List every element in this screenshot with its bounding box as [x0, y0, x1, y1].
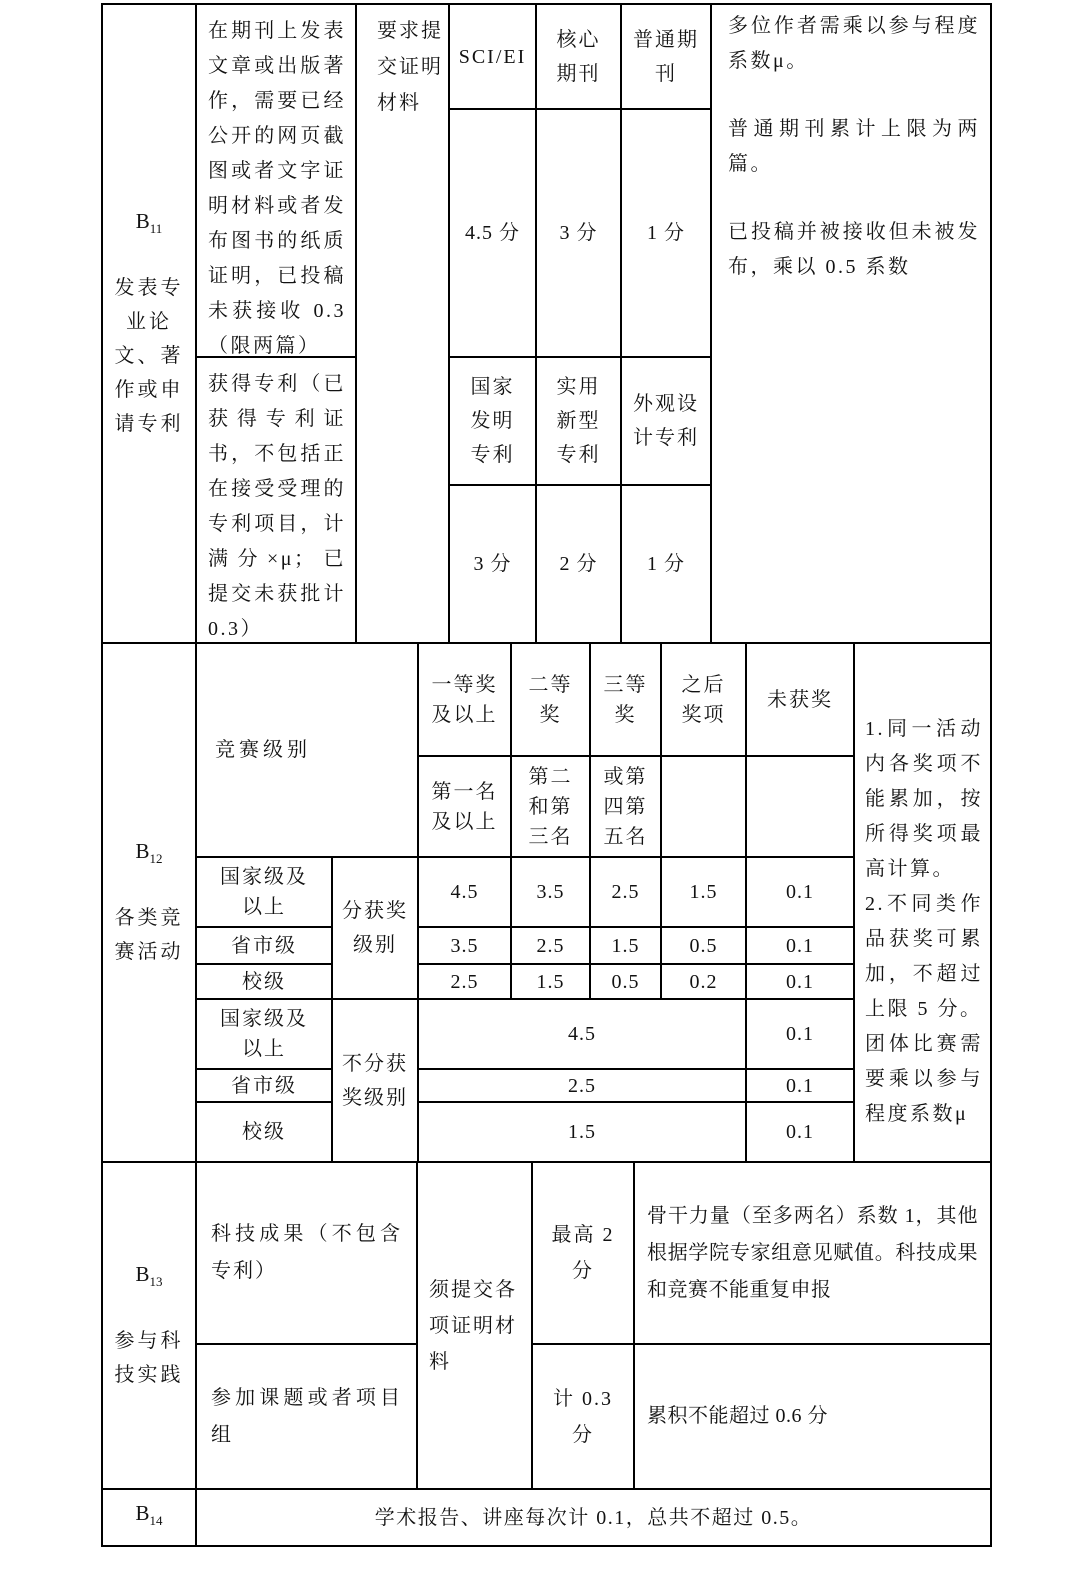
b13-id-cell [103, 1163, 197, 1490]
b11-note-ordinary-limit: 普通期刊累计上限为两篇。 [728, 118, 980, 175]
b13-requirement-cell [418, 1163, 533, 1490]
unranked-level-national-cell: 国家级及以上 [197, 1000, 333, 1070]
ranked-level-school-cell: 校级 [197, 965, 333, 1000]
b13-code-subscript: 13 [149, 1274, 163, 1290]
ranked-level-provincial-cell: 省市级 [197, 928, 333, 965]
b14-code-base: B [135, 1501, 150, 1526]
national-invention-patent-header-cell: 国家发明专利 [450, 358, 537, 486]
award-tier2-header-cell: 二等奖 [512, 644, 591, 757]
rank-first-header-cell: 第一名及以上 [419, 757, 512, 858]
b12-code [135, 836, 162, 874]
competition-level-header-cell: 竞赛级别 [197, 644, 419, 858]
b14-id-cell [103, 1490, 197, 1547]
b11-code-subscript: 11 [149, 221, 163, 237]
b12-note-different-works: 2.不同类作品获奖可累加，不超过上限 5 分。 [865, 892, 983, 1020]
b12-score-cell: 3.5 [419, 928, 512, 965]
b13-item-project-text: 参加课题或者项目组 [211, 1386, 402, 1446]
b13-item-achievement-text: 科技成果（不包含专利） [211, 1223, 402, 1282]
b11-code [136, 206, 163, 244]
sci-ei-score-cell: 4.5 分 [450, 110, 537, 358]
b14-note-cell: 学术报告、讲座每次计 0.1，总共不超过 0.5。 [197, 1490, 992, 1547]
ranked-group-label-cell: 分获奖级别 [333, 858, 419, 1000]
b13-item-project-cell [197, 1345, 418, 1490]
b12-notes-cell [855, 644, 992, 1163]
b13-achievement-score-text: 最高 2 分 [551, 1224, 615, 1282]
b12-score-cell: 3.5 [512, 858, 591, 928]
b14-code-subscript: 14 [149, 1513, 163, 1529]
b12-merged-score-cell: 1.5 [419, 1103, 747, 1163]
scoring-table [101, 3, 992, 1547]
b13-project-note-cell [635, 1345, 992, 1490]
design-patent-score-cell: 1 分 [622, 486, 712, 644]
b12-score-cell: 0.1 [747, 1000, 855, 1070]
b13-project-note-text: 累积不能超过 0.6 分 [647, 1405, 828, 1427]
b12-score-cell: 4.5 [419, 858, 512, 928]
b13-code [135, 1259, 162, 1297]
national-invention-patent-score-cell: 3 分 [450, 486, 537, 644]
b12-score-cell: 0.1 [747, 858, 855, 928]
b12-merged-score-cell: 2.5 [419, 1070, 747, 1103]
award-tier3-header-cell: 三等奖 [591, 644, 662, 757]
rank-fourth-fifth-header-cell: 或第四第五名 [591, 757, 662, 858]
utility-model-patent-header-cell: 实用新型专利 [537, 358, 622, 486]
no-award-empty-cell [747, 757, 855, 858]
b13-category-label: 参与科技实践 [114, 1329, 184, 1386]
core-journal-header-cell: 核心期刊 [537, 5, 622, 110]
b12-score-cell: 0.2 [662, 965, 747, 1000]
award-tier1-header-cell: 一等奖及以上 [419, 644, 512, 757]
rank-second-third-header-cell: 第二和第三名 [512, 757, 591, 858]
design-patent-header-cell: 外观设计专利 [622, 358, 712, 486]
b11-code-base: B [135, 209, 150, 234]
b11-id-cell [103, 5, 197, 644]
b12-score-cell: 1.5 [662, 858, 747, 928]
b13-project-score-cell [533, 1345, 635, 1490]
no-award-header-cell: 未获奖 [747, 644, 855, 757]
b12-score-cell: 0.1 [747, 1103, 855, 1163]
b12-score-cell: 2.5 [512, 928, 591, 965]
b12-code-base: B [135, 839, 150, 864]
b11-notes-cell [712, 5, 992, 644]
b12-score-cell: 0.5 [662, 928, 747, 965]
b12-score-cell: 2.5 [419, 965, 512, 1000]
b12-score-cell: 1.5 [512, 965, 591, 1000]
b12-category-label: 各类竞赛活动 [114, 906, 184, 963]
b12-score-cell: 2.5 [591, 858, 662, 928]
b12-score-cell: 0.1 [747, 1070, 855, 1103]
b12-score-cell: 0.1 [747, 965, 855, 1000]
b12-note-team: 团体比赛需要乘以参与程度系数μ [865, 1032, 983, 1125]
b11-requirement-cell: 要求提交证明材料 [357, 5, 450, 644]
core-journal-score-cell: 3 分 [537, 110, 622, 358]
b13-item-achievement-cell [197, 1163, 418, 1345]
sci-ei-header-cell: SCI/EI [450, 5, 537, 110]
b12-score-cell: 1.5 [591, 928, 662, 965]
b13-requirement-text: 须提交各项证明材料 [429, 1278, 517, 1373]
award-later-empty-cell [662, 757, 747, 858]
b11-note-accepted: 已投稿并被接收但未被发布，乘以 0.5 系数 [728, 221, 980, 278]
unranked-group-label-cell: 不分获奖级别 [333, 1000, 419, 1163]
award-later-header-cell: 之后奖项 [662, 644, 747, 757]
ranked-level-national-cell: 国家级及以上 [197, 858, 333, 928]
ordinary-journal-score-cell: 1 分 [622, 110, 712, 358]
b11-note-authors: 多位作者需乘以参与程度系数μ。 [728, 15, 980, 72]
b13-achievement-note-text: 骨干力量（至多两名）系数 1，其他根据学院专家组意见赋值。科技成果和竞赛不能重复申报 [647, 1204, 978, 1301]
b13-achievement-note-cell [635, 1163, 992, 1345]
ordinary-journal-header-cell: 普通期刊 [622, 5, 712, 110]
b13-code-base: B [135, 1262, 150, 1287]
b12-note-same-activity: 1.同一活动内各奖项不能累加，按所得奖项最高计算。 [865, 717, 983, 880]
b13-project-score-text: 计 0.3 分 [553, 1387, 613, 1446]
b12-code-subscript: 12 [149, 851, 163, 867]
b11-publish-desc-cell: 在期刊上发表文章或出版著作，需要已经公开的网页截图或者文字证明材料或者发布图书的纸质证明，已投稿未获接收 0.3（限两篇） [197, 5, 357, 358]
b11-patent-desc-cell: 获得专利（已获得专利证书，不包括正在接受受理的专利项目，计满分×μ；已提交未获批计 0.3） [197, 358, 357, 644]
b12-score-cell: 0.1 [747, 928, 855, 965]
b13-achievement-score-cell [533, 1163, 635, 1345]
b12-score-cell: 0.5 [591, 965, 662, 1000]
b12-merged-score-cell: 4.5 [419, 1000, 747, 1070]
unranked-level-provincial-cell: 省市级 [197, 1070, 333, 1103]
unranked-level-school-cell: 校级 [197, 1103, 333, 1163]
b12-id-cell [103, 644, 197, 1163]
b11-category-label: 发表专业论文、著作或申请专利 [114, 276, 184, 435]
utility-model-patent-score-cell: 2 分 [537, 486, 622, 644]
b14-code [135, 1498, 162, 1536]
